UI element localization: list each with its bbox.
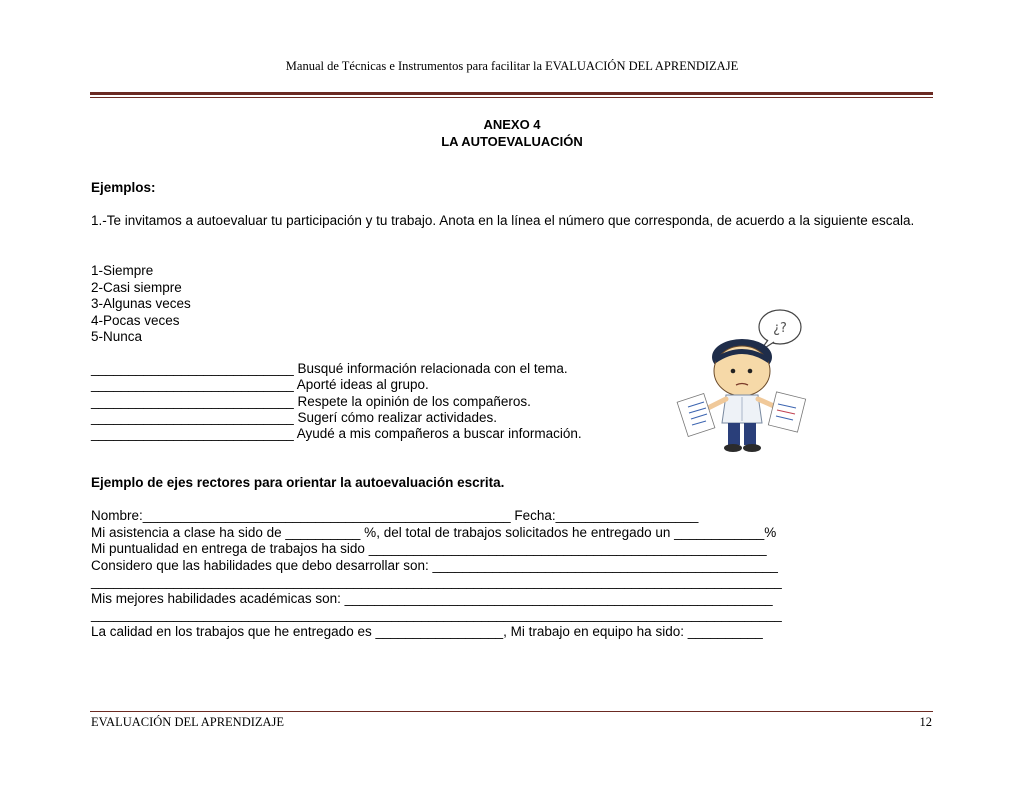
form-line: Considero que las habilidades que debo desarrollar son: ______________________________________________ (91, 557, 778, 573)
evaluation-item: ___________________________ Ayudé a mis compañeros a buscar información. (91, 426, 582, 442)
child-leg-right (744, 423, 756, 445)
header-rule-thin (90, 97, 933, 98)
self-evaluation-items (91, 361, 582, 442)
annex-number: ANEXO 4 (483, 117, 541, 132)
scale-list (91, 263, 191, 346)
scale-item: 3-Algunas veces (91, 296, 191, 311)
footer-title: EVALUACIÓN DEL APRENDIZAJE (91, 715, 285, 729)
evaluation-item: ___________________________ Sugerí cómo realizar actividades. (91, 409, 498, 425)
paper-right (768, 392, 805, 432)
child-shoe-left (724, 444, 742, 452)
bubble-question-marks: ¿? (773, 321, 787, 336)
thinking-child-illustration (676, 305, 810, 457)
page-number: 12 (919, 715, 932, 729)
annex-title: LA AUTOEVALUACIÓN (441, 134, 583, 149)
form-line: Mis mejores habilidades académicas son: _________________________________________________________ (91, 590, 773, 606)
evaluation-item: ___________________________ Aporté ideas al grupo. (91, 377, 429, 393)
child-eye-right (748, 369, 753, 374)
child-eye-left (731, 369, 736, 374)
child-leg-left (728, 423, 740, 445)
evaluation-item: ___________________________ Respete la opinión de los compañeros. (91, 393, 531, 409)
header-rule-thick (90, 92, 933, 95)
evaluation-item: ___________________________ Busqué información relacionada con el tema. (91, 361, 568, 376)
scale-item: 5-Nunca (91, 329, 143, 344)
running-header: Manual de Técnicas e Instrumentos para facilitar la EVALUACIÓN DEL APRENDIZAJE (285, 59, 739, 73)
child-arm-left (706, 399, 726, 409)
child-shoe-right (743, 444, 761, 452)
scale-item: 4-Pocas veces (91, 312, 180, 328)
paper-left (677, 394, 715, 437)
examples-label: Ejemplos: (91, 180, 156, 195)
footer-rule (90, 711, 933, 712)
scale-item: 1-Siempre (91, 263, 154, 278)
form-line: La calidad en los trabajos que he entregado es _________________, Mi trabajo en equipo ha sido: __________ (91, 623, 763, 639)
form-line: Nombre:_________________________________________________ Fecha:___________________ (91, 508, 699, 523)
form-line: Mi asistencia a clase ha sido de __________ %, del total de trabajos solicitados he entregado un ____________% (91, 524, 777, 540)
instruction-paragraph: 1.-Te invitamos a autoevaluar tu participación y tu trabajo. Anota en la línea el número que corresponda, de acuerdo a la siguiente escala. (91, 213, 915, 228)
form-line: ____________________________________________________________________________________________ (91, 607, 782, 622)
scale-item: 2-Casi siempre (91, 279, 182, 295)
form-line: Mi puntualidad en entrega de trabajos ha sido _____________________________________________________ (91, 541, 767, 556)
written-evaluation-form (91, 508, 782, 640)
annex-heading (0, 116, 1024, 150)
axes-title: Ejemplo de ejes rectores para orientar la autoevaluación escrita. (91, 475, 505, 490)
form-line: ____________________________________________________________________________________________ (91, 574, 782, 589)
